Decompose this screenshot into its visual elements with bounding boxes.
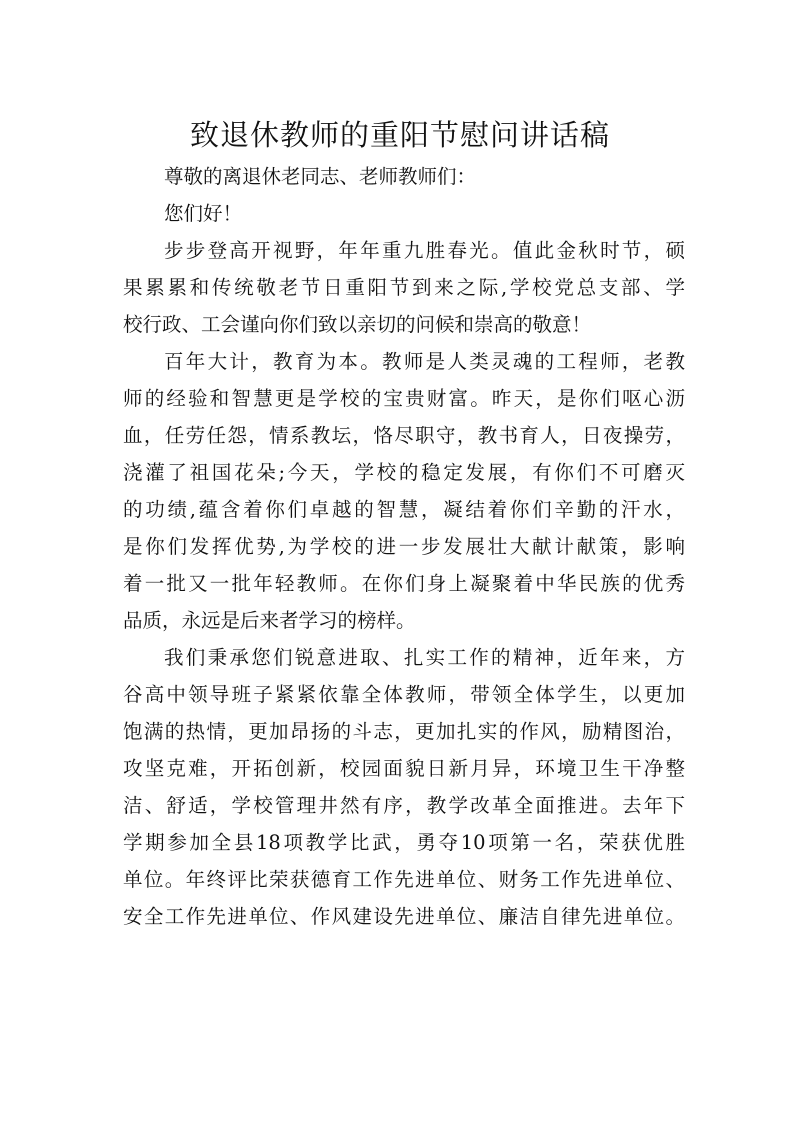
paragraph-line: 果累累和传统敬老节日重阳节到来之际,学校党总支部、学	[123, 276, 685, 299]
paragraph-line: 血，任劳任怨，情系教坛，恪尽职守，教书育人，日夜操劳，	[123, 424, 685, 447]
salutation-line: 尊敬的离退休老同志、老师教师们：	[164, 165, 477, 188]
greeting-line: 您们好！	[164, 202, 243, 225]
paragraph-line: 洁、舒适，学校管理井然有序，教学改革全面推进。去年下	[123, 794, 685, 817]
paragraph-line: 品质，永远是后来者学习的榜样。	[123, 609, 416, 632]
document-title: 致退休教师的重阳节慰问讲话稿	[189, 118, 610, 153]
paragraph-line: 百年大计，教育为本。教师是人类灵魂的工程师，老教	[164, 350, 685, 373]
paragraph-line: 饱满的热情，更加昂扬的斗志，更加扎实的作风，励精图治，	[123, 720, 685, 743]
paragraph-line: 是你们发挥优势,为学校的进一步发展壮大献计献策，影响	[123, 535, 685, 558]
paragraph-line: 谷高中领导班子紧紧依靠全体教师，带领全体学生，以更加	[123, 683, 685, 706]
paragraph-line: 攻坚克难，开拓创新，校园面貌日新月异，环境卫生干净整	[123, 757, 685, 780]
paragraph-line: 学期参加全县18项教学比武，勇夺10项第一名，荣获优胜	[123, 831, 685, 854]
paragraph-line: 师的经验和智慧更是学校的宝贵财富。昨天，是你们呕心沥	[123, 387, 685, 410]
document-body	[123, 158, 685, 935]
paragraph-2	[123, 343, 685, 639]
paragraph-line: 单位。年终评比荣获德育工作先进单位、财务工作先进单位、	[123, 868, 685, 891]
paragraph-line: 的功绩,蕴含着你们卓越的智慧，凝结着你们辛勤的汗水，	[123, 498, 685, 521]
paragraph-1	[123, 232, 685, 343]
paragraph-3	[123, 639, 685, 935]
paragraph-line: 步步登高开视野，年年重九胜春光。值此金秋时节，硕	[164, 239, 685, 262]
paragraph-line: 浇灌了祖国花朵;今天，学校的稳定发展，有你们不可磨灭	[123, 461, 685, 484]
paragraph-line: 着一批又一批年轻教师。在你们身上凝聚着中华民族的优秀	[123, 572, 685, 595]
paragraph-line: 安全工作先进单位、作风建设先进单位、廉洁自律先进单位。	[123, 905, 685, 928]
paragraph-line: 我们秉承您们锐意进取、扎实工作的精神，近年来，方	[164, 646, 685, 669]
paragraph-line: 校行政、工会谨向你们致以亲切的问候和崇高的敬意！	[123, 313, 592, 336]
